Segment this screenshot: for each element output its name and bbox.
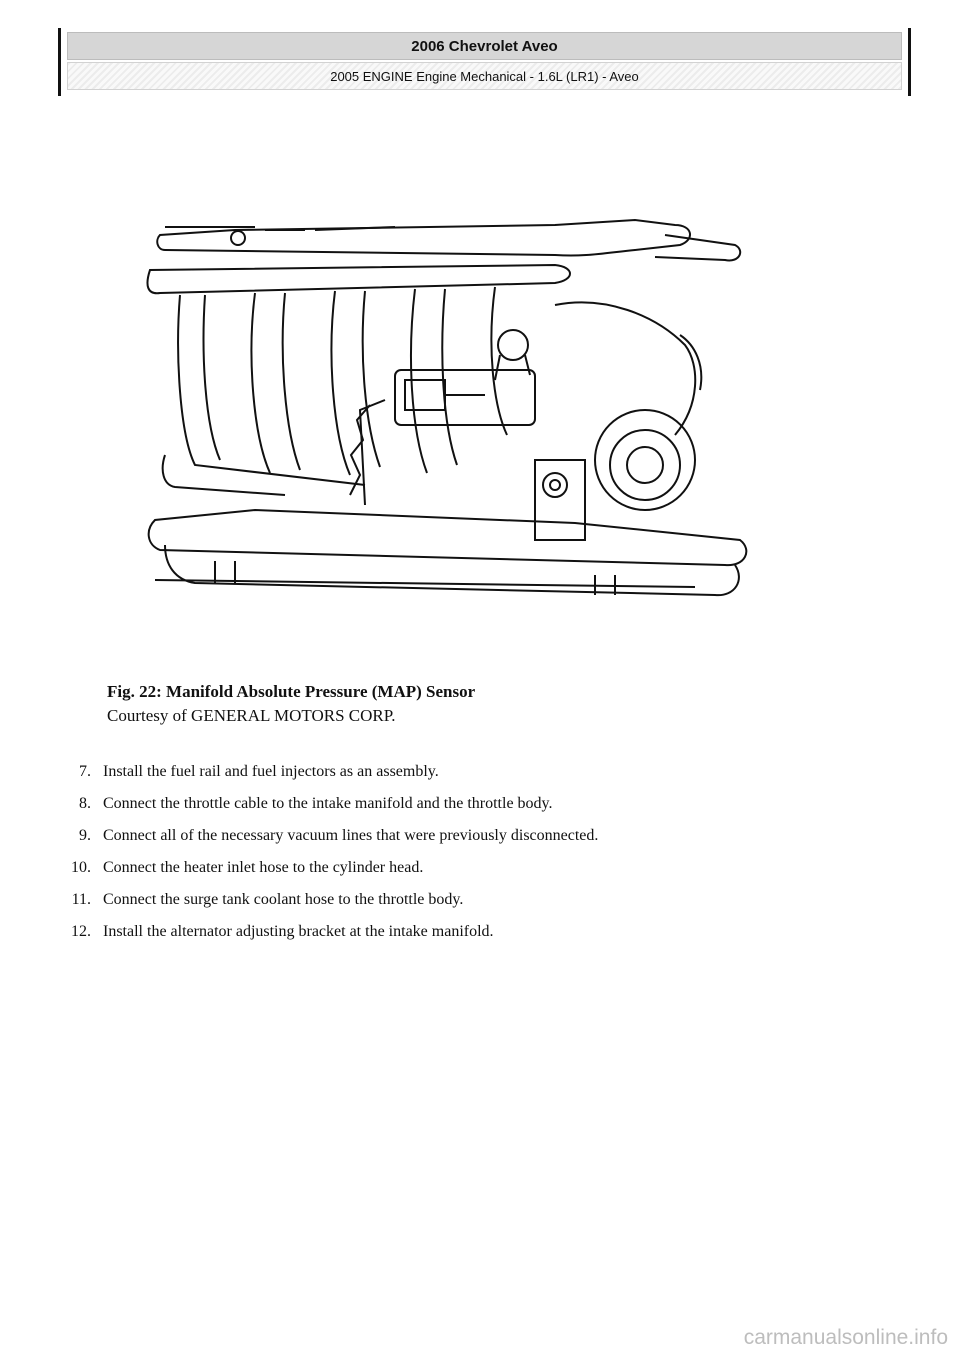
step-item [55, 788, 598, 820]
step-number: 11. [71, 891, 91, 908]
watermark: carmanualsonline.info [743, 1326, 948, 1349]
step-number: 8. [79, 795, 91, 812]
step-text: Connect the surge tank coolant hose to the throttle body. [103, 891, 464, 908]
step-text: Connect the heater inlet hose to the cylinder head. [103, 859, 424, 876]
step-item [55, 852, 598, 884]
step-text: Connect the throttle cable to the intake manifold and the throttle body. [103, 795, 553, 812]
step-item [55, 916, 598, 948]
step-item [55, 756, 598, 788]
figure-caption: Fig. 22: Manifold Absolute Pressure (MAP) Sensor [107, 682, 476, 701]
header-title: 2006 Chevrolet Aveo [67, 32, 902, 60]
step-number: 10. [71, 859, 91, 876]
page-header [58, 28, 911, 96]
step-number: 7. [79, 763, 91, 780]
step-text: Install the fuel rail and fuel injectors as an assembly. [103, 763, 439, 780]
step-number: 9. [79, 827, 91, 844]
figure-courtesy: Courtesy of GENERAL MOTORS CORP. [107, 706, 396, 725]
step-number: 12. [71, 923, 91, 940]
procedure-steps [55, 756, 598, 948]
header-subtitle: 2005 ENGINE Engine Mechanical - 1.6L (LR1) - Aveo [67, 62, 902, 90]
map-sensor-illustration [135, 205, 775, 615]
step-item [55, 820, 598, 852]
step-item [55, 884, 598, 916]
step-text: Install the alternator adjusting bracket at the intake manifold. [103, 923, 494, 940]
figure-caption-block [107, 680, 475, 728]
step-text: Connect all of the necessary vacuum lines that were previously disconnected. [103, 827, 599, 844]
